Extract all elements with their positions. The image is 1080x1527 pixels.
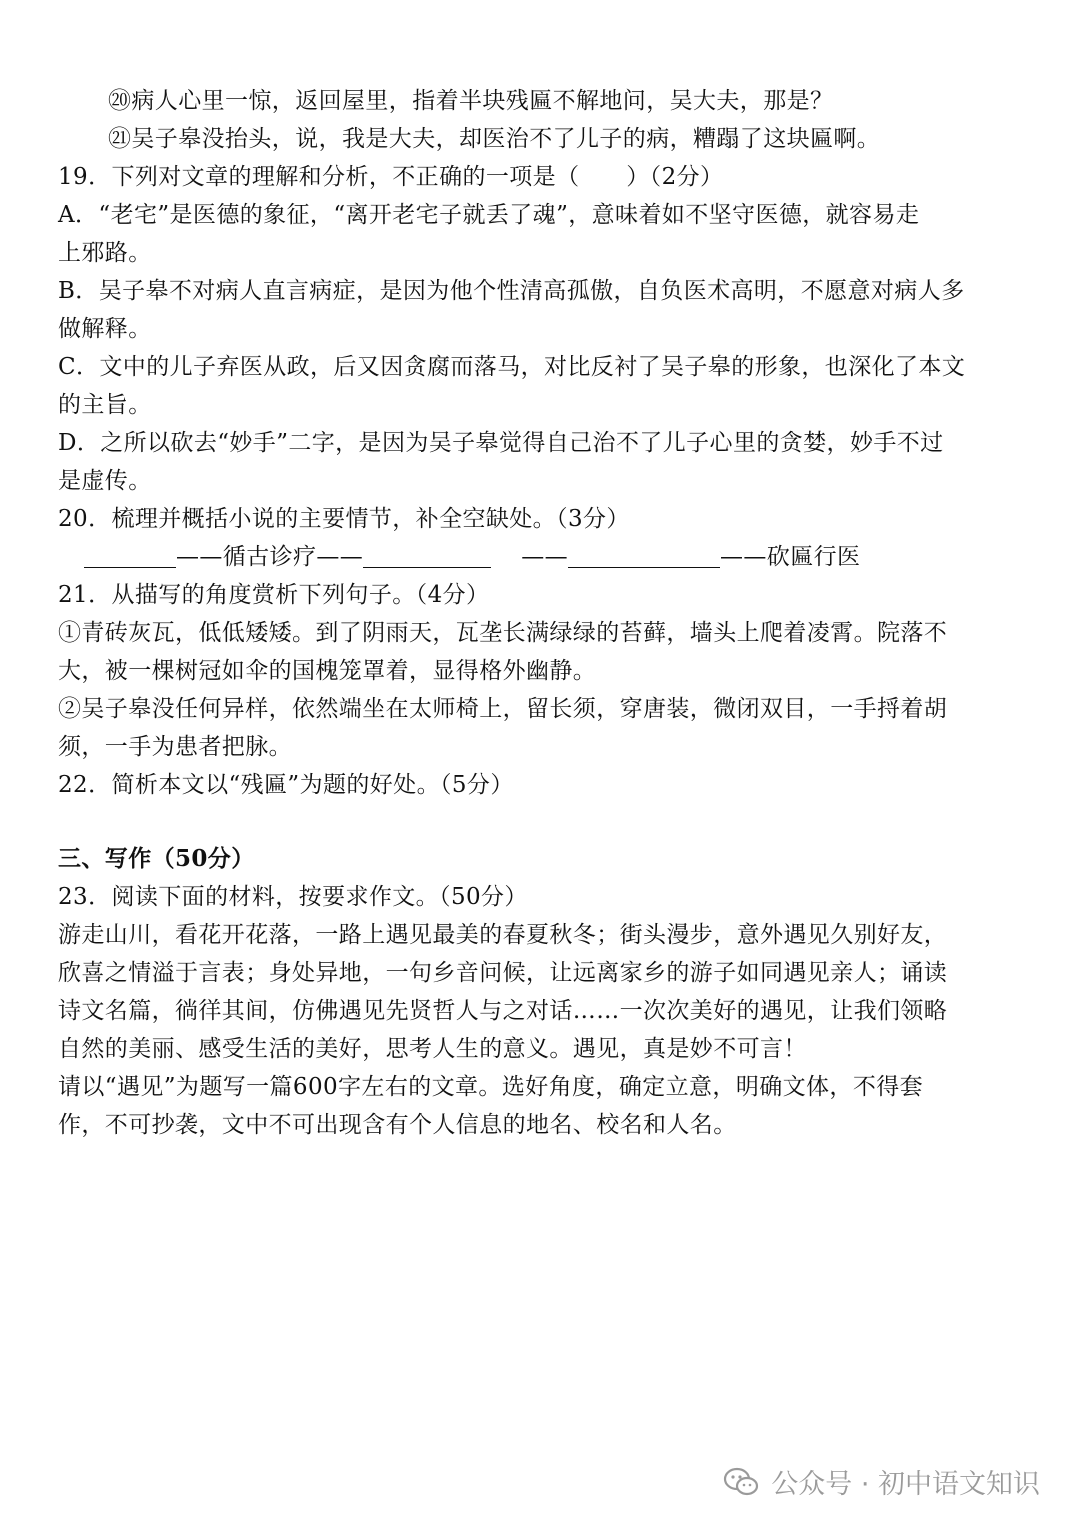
question-23-stem: 23．阅读下面的材料，按要求作文。（50分） [58,884,528,910]
q20-blank-1 [84,543,176,568]
q20-part-3: ——砍匾行医 [720,544,861,570]
writing-requirement-line1: 请以“遇见”为题写一篇600字左右的文章。选好角度，确定立意，明确文体，不得套 [58,1074,924,1100]
exam-page [58,82,1028,1144]
q20-blank-2 [363,543,491,568]
writing-material-line3: 诗文名篇，徜徉其间，仿佛遇见先贤哲人与之对话……一次次美好的遇见，让我们领略 [58,998,948,1024]
q19-option-b-line2: 做解释。 [58,316,152,342]
q21-sentence-2-line2: 须，一手为患者把脉。 [58,734,292,760]
writing-material-line4: 自然的美丽、感受生活的美好，思考人生的意义。遇见，真是妙不可言！ [58,1036,807,1062]
watermark-text: 公众号 · 初中语文知识 [771,1469,1040,1500]
q19-option-a-line2: 上邪路。 [58,240,152,266]
question-19-stem: 19．下列对文章的理解和分析，不正确的一项是（ ）（2分） [58,164,724,190]
q20-blank-3 [568,543,720,568]
writing-material-line2: 欣喜之情溢于言表；身处异地，一句乡音问候，让远离家乡的游子如同遇见亲人；诵读 [58,960,948,986]
q19-option-c-line1: C．文中的儿子弃医从政，后又因贪腐而落马，对比反衬了吴子皋的形象，也深化了本文 [58,354,966,380]
question-22-stem: 22．简析本文以“残匾”为题的好处。（5分） [58,772,514,798]
question-21-stem: 21．从描写的角度赏析下列句子。（4分） [58,582,490,608]
wechat-icon [723,1467,759,1497]
q20-part-1: ——循古诊疗—— [176,544,364,570]
writing-material-line1: 游走山川，看花开花落，一路上遇见最美的春夏秋冬；街头漫步，意外遇见久别好友， [58,922,948,948]
q20-part-2: —— [521,544,569,570]
q21-sentence-1-line1: ①青砖灰瓦，低低矮矮。到了阴雨天，瓦垄长满绿绿的苔藓，墙头上爬着凌霄。院落不 [58,620,948,646]
writing-section-heading: 三、写作（50分） [58,845,255,872]
question-20-stem: 20．梳理并概括小说的主要情节，补全空缺处。（3分） [58,506,630,532]
q19-option-b-line1: B．吴子皋不对病人直言病症，是因为他个性清高孤傲，自负医术高明，不愿意对病人多 [58,278,965,304]
q19-option-d-line1: D．之所以砍去“妙手”二字，是因为吴子皋觉得自己治不了儿子心里的贪婪，妙手不过 [58,430,944,456]
q19-option-d-line2: 是虚传。 [58,468,152,494]
writing-requirement-line2: 作，不可抄袭，文中不可出现含有个人信息的地名、校名和人名。 [58,1112,737,1138]
q19-option-c-line2: 的主旨。 [58,392,152,418]
q20-plot-chain [58,538,1028,576]
q21-sentence-2-line1: ②吴子皋没任何异样，依然端坐在太师椅上，留长须，穿唐装，微闭双目，一手捋着胡 [58,696,948,722]
q21-sentence-1-line2: 大，被一棵树冠如伞的国槐笼罩着，显得格外幽静。 [58,658,597,684]
story-paragraph-21: ㉑吴子皋没抬头，说，我是大夫，却医治不了儿子的病，糟蹋了这块匾啊。 [108,126,881,152]
wechat-watermark [723,1462,1040,1501]
story-paragraph-20: ⑳病人心里一惊，返回屋里，指着半块残匾不解地问，吴大夫，那是？ [108,88,834,114]
q19-option-a-line1: A．“老宅”是医德的象征，“离开老宅子就丢了魂”，意味着如不坚守医德，就容易走 [58,202,920,228]
